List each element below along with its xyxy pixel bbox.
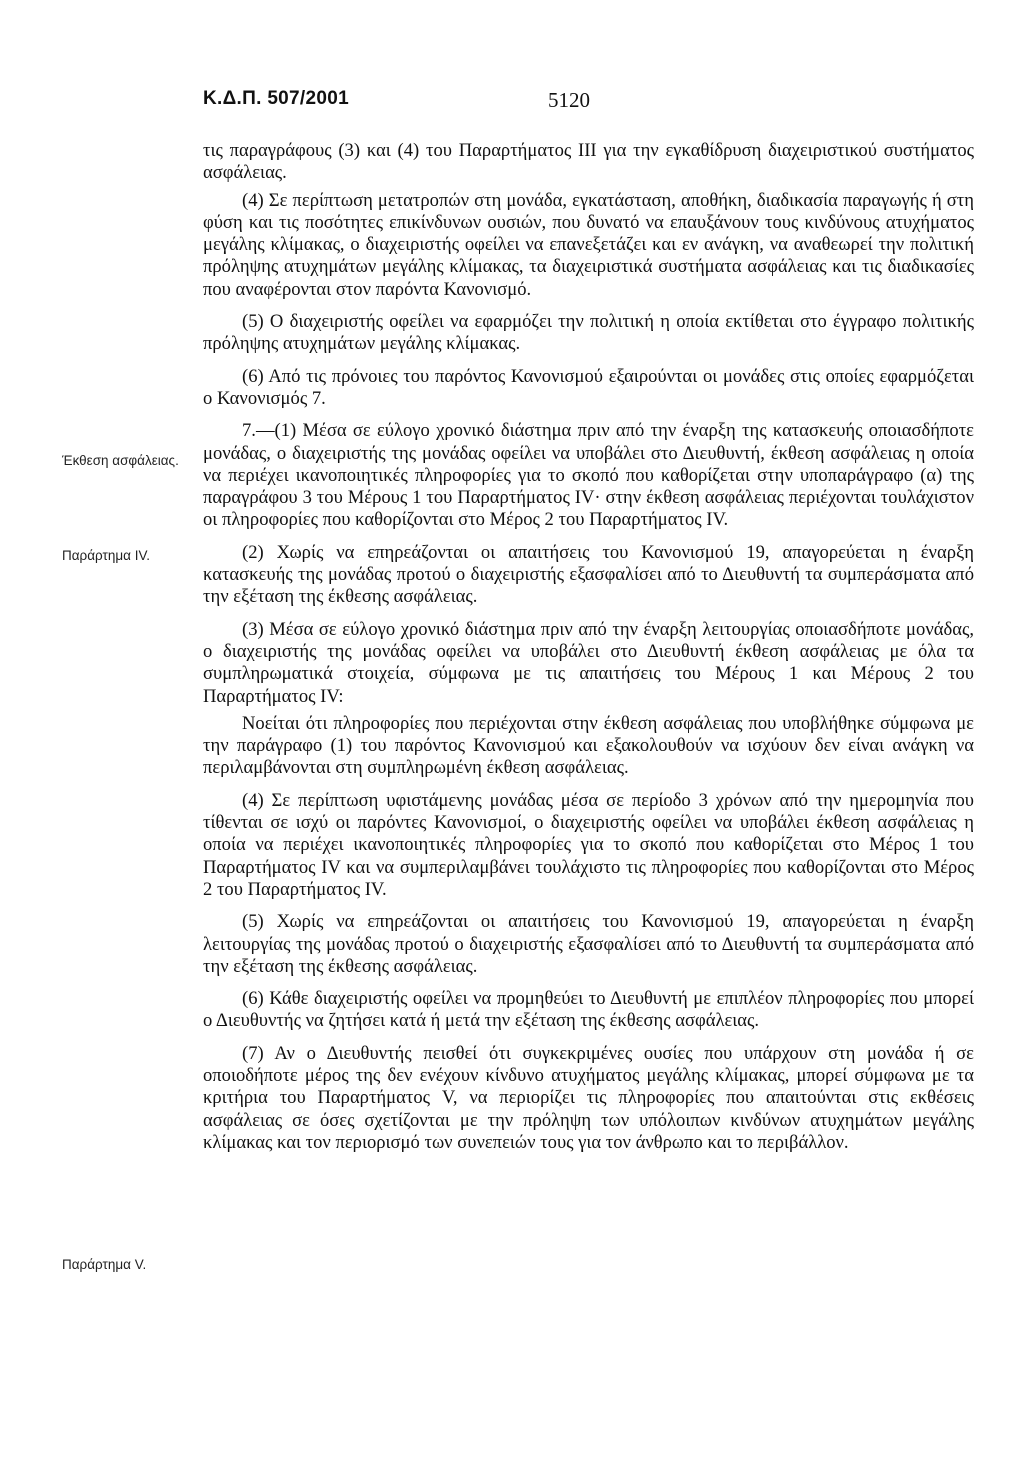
- paragraph-7-1: 7.—(1) Μέσα σε εύλογο χρονικό διάστημα πριν από την έναρξη της κατασκευής οποιασδήποτε μονάδας, ο διαχειριστής της μονάδας οφείλει να υποβάλει στο Διευθυντή, έκθεση ασφάλειας η οποία να περιέχει ικανοποιητικές πληροφορίες για το σκοπό που καθορίζεται στην υποπαράγραφο (α) της παραγράφου 3 του Μέρους 1 του Παραρτήματος IV· στην έκθεση ασφάλειας περιέχονται τουλάχιστον οι πληροφορίες που καθορίζονται στο Μέρος 2 του Παραρτήματος IV.: [203, 420, 974, 531]
- paragraph-7-6: (6) Κάθε διαχειριστής οφείλει να προμηθεύει το Διευθυντή με επιπλέον πληροφορίες που μπορεί ο Διευθυντής να ζητήσει κατά ή μετά την εξέταση της έκθεσης ασφάλειας.: [203, 988, 974, 1032]
- document-body: [203, 140, 974, 1164]
- paragraph-6-5: (5) Ο διαχειριστής οφείλει να εφαρμόζει την πολιτική η οποία εκτίθεται στο έγγραφο πολιτικής πρόληψης ατυχημάτων μεγάλης κλίμακας.: [203, 311, 974, 355]
- page-header: [203, 88, 944, 114]
- paragraph-7-7: (7) Αν ο Διευθυντής πεισθεί ότι συγκεκριμένες ουσίες που υπάρχουν στη μονάδα ή σε οποιοδήποτε μέρος της δεν ενέχουν κίνδυνο ατυχήματος μεγάλης κλίμακας, μπορεί σύμφωνα με τα κριτήρια του Παραρτήματος V, να περιορίζει τις πληροφορίες που απαιτούνται στις εκθέσεις ασφάλειας σε όσες σχετίζονται με την πρόληψη των υπόλοιπων κινδύνων ατυχημάτων μεγάλης κλίμακας και τον περιορισμό των συνεπειών τους για τον άνθρωπο και το περιβάλλον.: [203, 1042, 974, 1153]
- paragraph-6-6: (6) Από τις πρόνοιες του παρόντος Κανονισμού εξαιρούνται οι μονάδες στις οποίες εφαρμόζεται ο Κανονισμός 7.: [203, 365, 974, 409]
- page-number: 5120: [548, 88, 590, 112]
- paragraph-7-4: (4) Σε περίπτωση υφιστάμενης μονάδας μέσα σε περίοδο 3 χρόνων από την ημερομηνία που τίθενται σε ισχύ οι παρόντες Κανονισμοί, ο διαχειριστής οφείλει να υποβάλει έκθεση ασφάλειας η οποία να περιέχει ικανοποιητικές πληροφορίες για το σκοπό που καθορίζεται στο Μέρος 1 του Παραρτήματος IV και να συμπεριλαμβάνει τουλάχιστο τις πληροφορίες που καθορίζονται στο Μέρος 2 του Παραρτήματος IV.: [203, 789, 974, 900]
- margin-note-safety-report: Έκθεση ασφάλειας.: [62, 453, 179, 468]
- document-reference: Κ.Δ.Π. 507/2001: [203, 88, 349, 109]
- paragraph-7-3-proviso: Νοείται ότι πληροφορίες που περιέχονται στην έκθεση ασφάλειας που υποβλήθηκε σύμφωνα με την παράγραφο (1) του παρόντος Κανονισμού και εξακολουθούν να ισχύουν δεν είναι ανάγκη να περιλαμβάνονται στη συμπληρωμένη έκθεση ασφάλειας.: [203, 712, 974, 779]
- paragraph-continuation: τις παραγράφους (3) και (4) του Παραρτήματος ΙΙΙ για την εγκαθίδρυση διαχειριστικού συστήματος ασφάλειας.: [203, 140, 974, 184]
- margin-note-annex-v: Παράρτημα V.: [62, 1257, 147, 1272]
- margin-note-annex-iv: Παράρτημα IV.: [62, 548, 150, 563]
- paragraph-7-3: (3) Μέσα σε εύλογο χρονικό διάστημα πριν από την έναρξη λειτουργίας οποιασδήποτε μονάδας, ο διαχειριστής της μονάδας οφείλει να υποβάλει στο Διευθυντή έκθεση ασφάλειας με όλα τα συμπληρωματικά στοιχεία, σύμφωνα με τις απαιτήσεις του Μέρους 1 και Μέρους 2 του Παραρτήματος IV:: [203, 618, 974, 707]
- paragraph-7-5: (5) Χωρίς να επηρεάζονται οι απαιτήσεις του Κανονισμού 19, απαγορεύεται η έναρξη λειτουργίας της μονάδας προτού ο διαχειριστής εξασφαλίσει από το Διευθυντή τα συμπεράσματα από την εξέταση της έκθεσης ασφάλειας.: [203, 911, 974, 977]
- paragraph-6-4: (4) Σε περίπτωση μετατροπών στη μονάδα, εγκατάσταση, αποθήκη, διαδικασία παραγωγής ή στη φύση και τις ποσότητες επικίνδυνων ουσιών, που δυνατό να επαυξάνουν τους κινδύνους ατυχήματος μεγάλης κλίμακας, ο διαχειριστής οφείλει να επανεξετάζει και εν ανάγκη, να αναθεωρεί την πολιτική πρόληψης ατυχημάτων μεγάλης κλίμακας, τα διαχειριστικά συστήματα ασφάλειας και τις διαδικασίες που αναφέρονται στον παρόντα Κανονισμό.: [203, 189, 974, 300]
- paragraph-7-2: (2) Χωρίς να επηρεάζονται οι απαιτήσεις του Κανονισμού 19, απαγορεύεται η έναρξη κατασκευής της μονάδας προτού ο διαχειριστής εξασφαλίσει από το Διευθυντή τα συμπεράσματα από την εξέταση της έκθεσης ασφάλειας.: [203, 541, 974, 608]
